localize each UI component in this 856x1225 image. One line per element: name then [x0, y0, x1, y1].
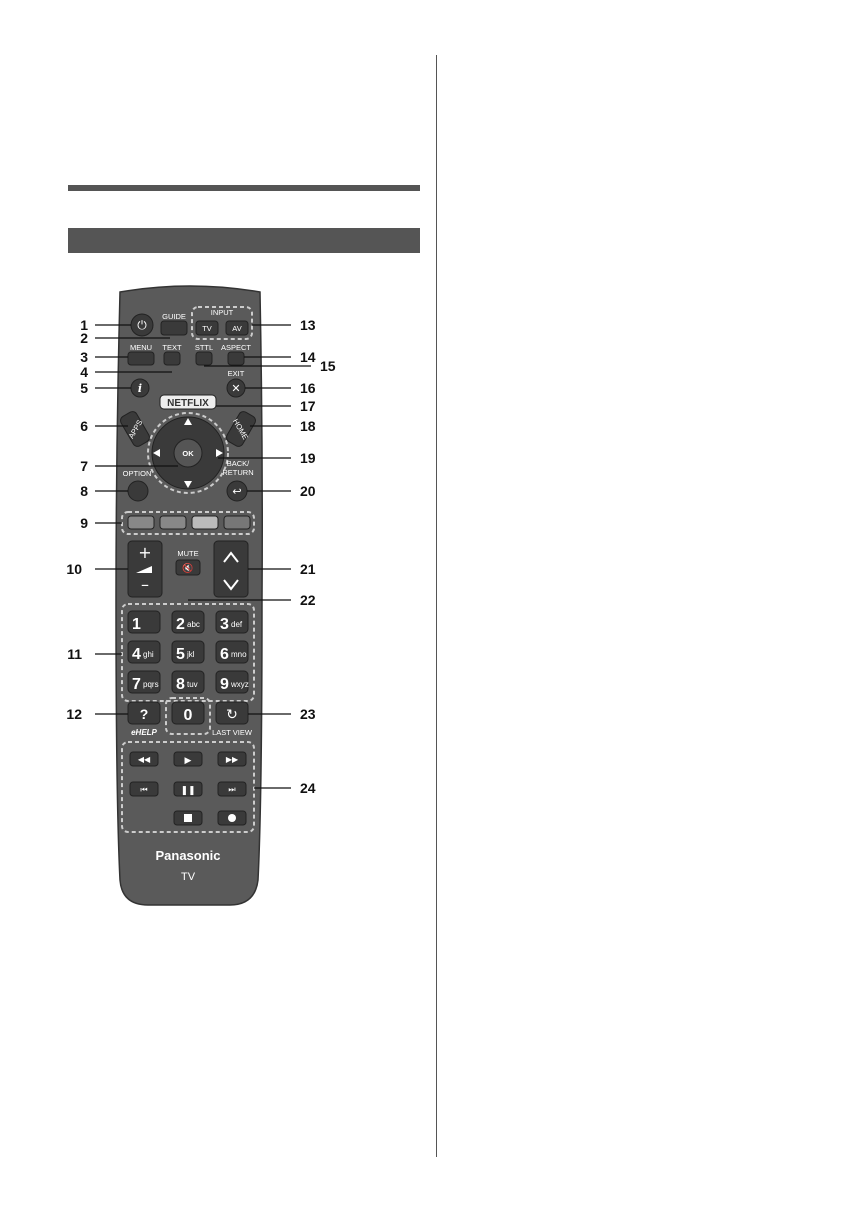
close-icon: ✕: [231, 382, 241, 395]
text-label: TEXT: [162, 343, 182, 352]
digit-4-label: 4: [132, 646, 141, 663]
input-label: INPUT: [210, 308, 234, 317]
guide-button: [161, 321, 187, 335]
skip-back-icon: ⏮: [140, 785, 148, 794]
brand-logo: Panasonic: [155, 848, 221, 863]
digit-7-label: 7: [132, 676, 141, 693]
digit-9-letters: wxyz: [231, 680, 249, 689]
callout-number-18: 18: [300, 418, 316, 434]
apps-label: APPS: [126, 418, 145, 441]
record-icon: [228, 814, 236, 822]
callout-number-21: 21: [300, 561, 316, 577]
callout-number-11: 11: [67, 646, 82, 662]
tv-label: TV: [202, 324, 212, 333]
blue-button: [224, 516, 250, 529]
callout-number-9: 9: [80, 515, 88, 531]
callout-number-15: 15: [320, 358, 336, 374]
callout-number-10: 10: [66, 561, 82, 577]
callout-number-12: 12: [66, 706, 82, 722]
sttl-button: [196, 352, 212, 365]
pause-icon: ❚❚: [180, 786, 196, 796]
callout-number-7: 7: [80, 458, 88, 474]
plus-icon: +: [138, 543, 152, 562]
zero-key-label: 0: [183, 707, 193, 724]
callout-number-5: 5: [80, 380, 88, 396]
rewind-icon: ◀◀: [137, 755, 151, 764]
digit-5-label: 5: [176, 646, 185, 663]
callout-number-20: 20: [300, 483, 316, 499]
callout-number-3: 3: [80, 349, 88, 365]
ehelp-label: eHELP: [131, 728, 157, 737]
av-label: AV: [232, 324, 242, 333]
mute-label: MUTE: [177, 549, 199, 558]
help-key-label: ?: [139, 706, 149, 722]
mute-icon: 🔇: [182, 564, 194, 574]
digit-3-label: 3: [220, 616, 229, 633]
option-label: OPTION: [122, 469, 152, 478]
callout-number-24: 24: [300, 780, 316, 796]
callout-number-4: 4: [80, 364, 88, 380]
callout-number-14: 14: [300, 349, 316, 365]
callout-number-17: 17: [300, 398, 316, 414]
red-button: [128, 516, 154, 529]
aspect-button: [228, 352, 244, 365]
digit-8-letters: tuv: [187, 680, 198, 689]
digit-5-letters: jkl: [187, 650, 195, 659]
exit-label: EXIT: [227, 369, 245, 378]
callout-number-1: 1: [80, 317, 88, 333]
back-label-1: BACK/: [226, 459, 250, 468]
digit-4-letters: ghi: [143, 650, 154, 659]
digit-2-label: 2: [176, 616, 185, 633]
callout-number-6: 6: [80, 418, 88, 434]
aspect-label: ASPECT: [220, 343, 252, 352]
menu-label: MENU: [129, 343, 153, 352]
digit-1-label: 1: [132, 616, 141, 633]
last-view-label: LAST VIEW: [212, 728, 252, 737]
minus-icon: –: [141, 575, 149, 594]
callout-number-22: 22: [300, 592, 316, 608]
digit-8-label: 8: [176, 676, 185, 693]
option-button: [128, 481, 148, 501]
info-icon: i: [137, 382, 143, 395]
menu-button: [128, 352, 154, 365]
home-label: HOME: [231, 417, 251, 442]
callout-number-19: 19: [300, 450, 316, 466]
ok-label: OK: [182, 449, 194, 458]
back-label-2: RETURN: [222, 468, 254, 477]
play-icon: ▶: [184, 756, 192, 766]
green-button: [160, 516, 186, 529]
numeric-keypad: [128, 611, 249, 693]
digit-9-label: 9: [220, 676, 229, 693]
digit-6-letters: mno: [231, 650, 247, 659]
callout-number-13: 13: [300, 317, 316, 333]
sttl-label: STTL: [194, 343, 214, 352]
callout-number-16: 16: [300, 380, 316, 396]
digit-7-letters: pqrs: [143, 680, 159, 689]
skip-forward-icon: ⏭: [228, 785, 236, 794]
digit-2-letters: abc: [187, 620, 200, 629]
guide-label: GUIDE: [162, 312, 186, 321]
callout-number-23: 23: [300, 706, 316, 722]
yellow-button: [192, 516, 218, 529]
digit-6-label: 6: [220, 646, 229, 663]
refresh-icon: ↻: [226, 707, 238, 723]
digit-3-letters: def: [231, 620, 243, 629]
stop-icon: [184, 814, 192, 822]
fast-forward-icon: ▶▶: [225, 755, 239, 764]
power-icon: ⏻: [137, 318, 147, 332]
callout-number-8: 8: [80, 483, 88, 499]
brand-model: TV: [180, 871, 196, 883]
return-icon: ↩: [232, 485, 242, 498]
text-button: [164, 352, 180, 365]
callout-number-2: 2: [80, 330, 88, 346]
netflix-label: NETFLIX: [167, 398, 209, 409]
